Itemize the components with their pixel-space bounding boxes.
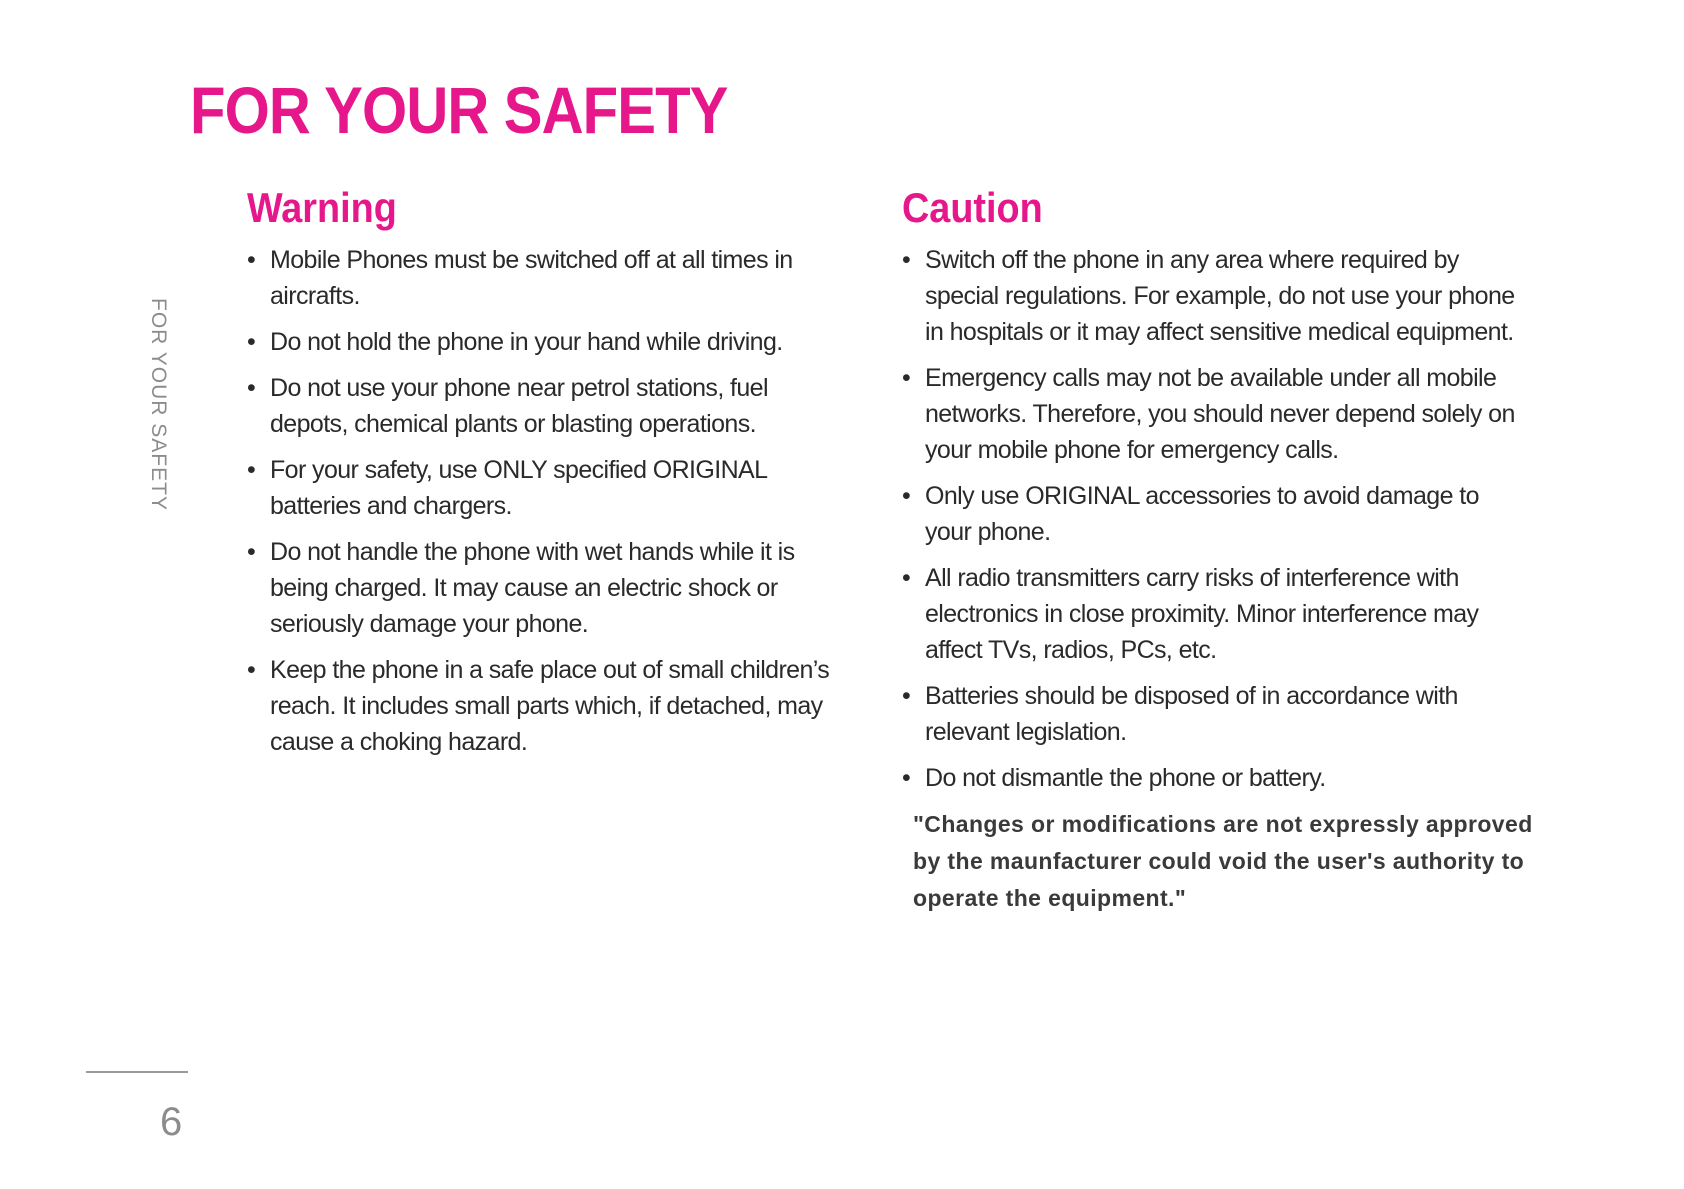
list-item [247, 324, 840, 360]
warning-heading: Warning [247, 184, 397, 231]
warning-section [247, 180, 847, 770]
list-item [247, 242, 840, 314]
bullet-icon: • [902, 482, 911, 510]
bullet-icon: • [247, 246, 256, 274]
warning-item-text: Do not use your phone near petrol stations, fuel depots, chemical plants or blasting operations. [270, 374, 768, 438]
list-item [247, 534, 840, 642]
warning-list [247, 242, 847, 760]
caution-item-text: All radio transmitters carry risks of interference with electronics in close proximity. Minor interference may affect TVs, radios, PCs, etc. [925, 564, 1479, 664]
bullet-icon: • [902, 246, 911, 274]
bullet-icon: • [247, 538, 256, 566]
list-item [902, 242, 1515, 350]
list-item [247, 652, 840, 760]
caution-item-text: Batteries should be disposed of in accordance with relevant legislation. [925, 682, 1458, 746]
fcc-modification-note: "Changes or modifications are not expressly approved by the maunfacturer could void the user's authority to operate the equipment." [913, 811, 1533, 911]
bullet-icon: • [247, 456, 256, 484]
caution-item-text: Do not dismantle the phone or battery. [925, 764, 1326, 792]
caution-item-text: Emergency calls may not be available under all mobile networks. Therefore, you should never depend solely on your mobile phone for emergency calls. [925, 364, 1515, 464]
list-item [902, 478, 1515, 550]
warning-item-text: For your safety, use ONLY specified ORIGINAL batteries and chargers. [270, 456, 767, 520]
bullet-icon: • [902, 564, 911, 592]
page-title: FOR YOUR SAFETY [190, 73, 728, 147]
list-item [902, 560, 1515, 668]
caution-heading: Caution [902, 184, 1043, 231]
bullet-icon: • [247, 656, 256, 684]
list-item [247, 370, 840, 442]
list-item [247, 452, 840, 524]
warning-item-text: Keep the phone in a safe place out of small children’s reach. It includes small parts which, if detached, may cause a choking hazard. [270, 656, 830, 756]
caution-item-text: Only use ORIGINAL accessories to avoid damage to your phone. [925, 482, 1479, 546]
warning-item-text: Do not hold the phone in your hand while driving. [270, 328, 783, 356]
caution-list [902, 242, 1562, 796]
warning-item-text: Do not handle the phone with wet hands while it is being charged. It may cause an electric shock or seriously damage your phone. [270, 538, 795, 638]
bullet-icon: • [902, 764, 911, 792]
page-number: 6 [160, 1100, 183, 1144]
bullet-icon: • [902, 682, 911, 710]
bullet-icon: • [902, 364, 911, 392]
side-section-label: FOR YOUR SAFETY [147, 298, 170, 511]
list-item [902, 360, 1515, 468]
bullet-icon: • [247, 374, 256, 402]
caution-section [902, 180, 1562, 917]
caution-item-text: Switch off the phone in any area where required by special regulations. For example, do not use your phone in hospitals or it may affect sensitive medical equipment. [925, 246, 1515, 346]
warning-item-text: Mobile Phones must be switched off at all times in aircrafts. [270, 246, 793, 310]
list-item [902, 760, 1515, 796]
bullet-icon: • [247, 328, 256, 356]
list-item [902, 678, 1515, 750]
footer-divider [86, 1071, 188, 1073]
